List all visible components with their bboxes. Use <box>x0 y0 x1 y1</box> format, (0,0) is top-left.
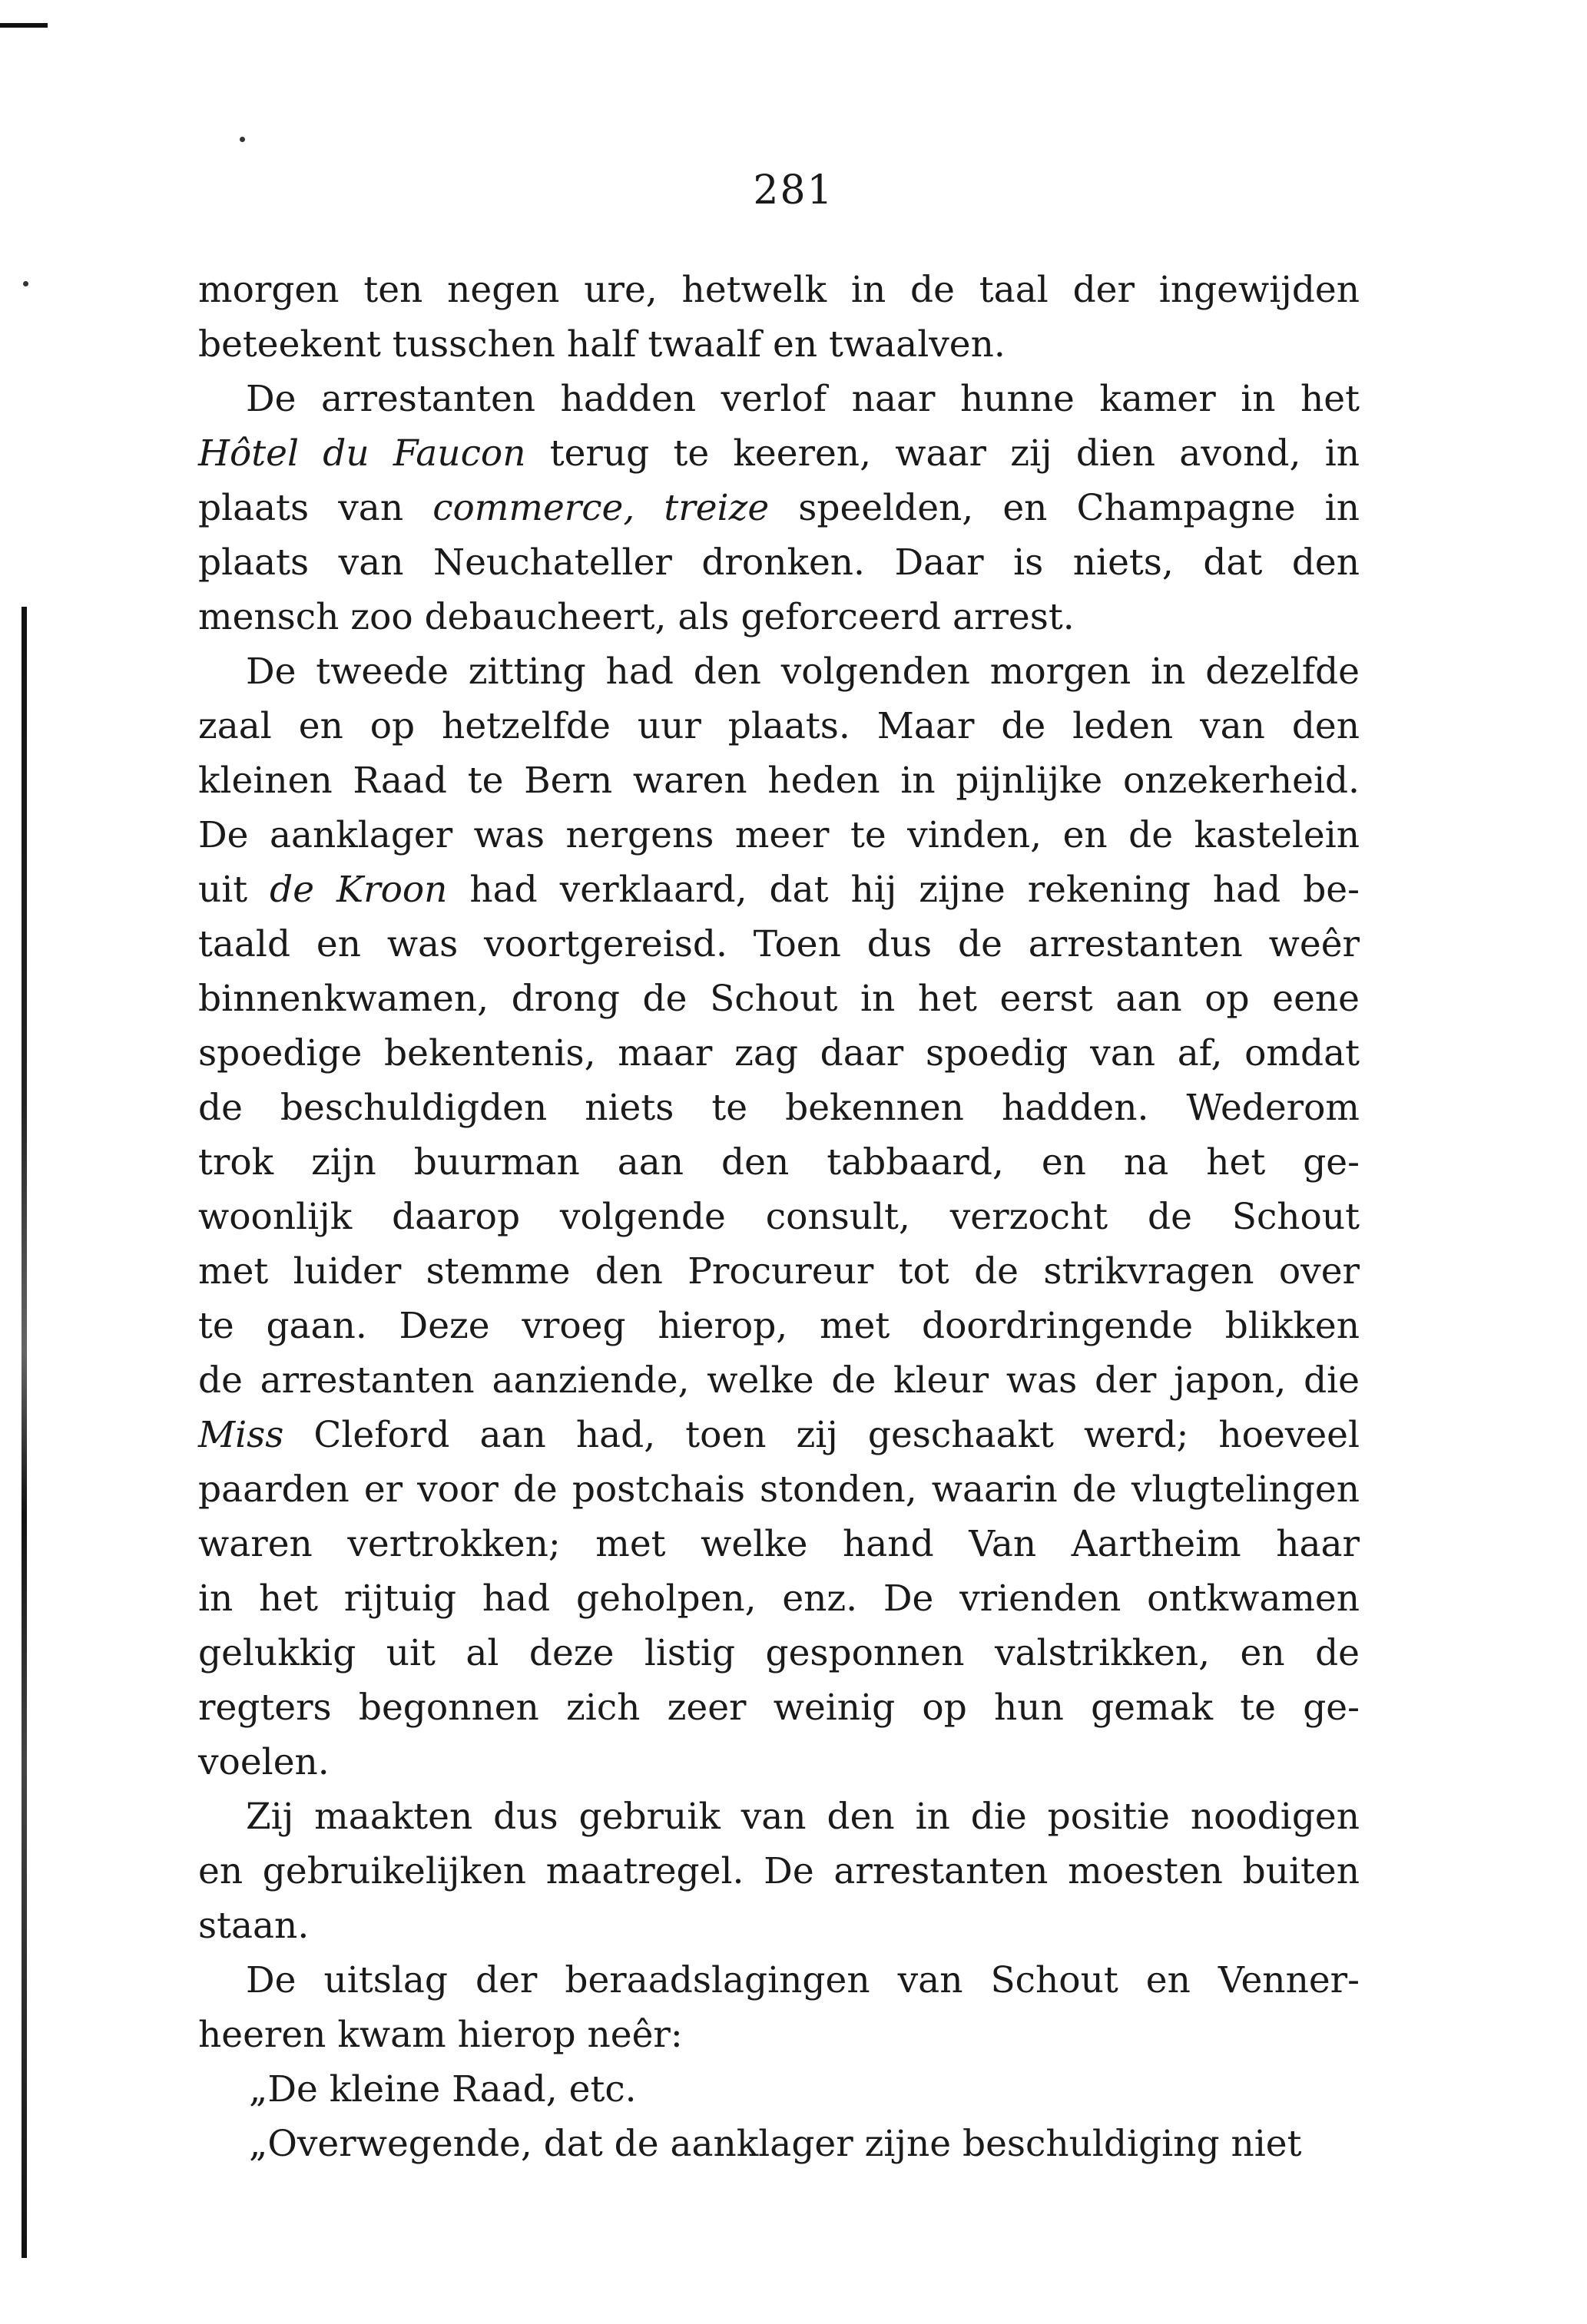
text-line <box>198 1408 1360 1462</box>
text-line: taald en was voortgereisd. Toen dus de arrestanten weêr <box>198 923 1360 965</box>
text-line <box>198 481 1360 535</box>
text-line: staan. <box>198 1905 310 1947</box>
text-span: plaats van <box>198 487 433 529</box>
text-line: gelukkig uit al deze listig gesponnen valstrikken, en de <box>198 1632 1360 1674</box>
italic-text: commerce, treize <box>432 487 770 529</box>
text-line: paarden er voor de postchais stonden, waarin de vlugtelingen <box>198 1468 1360 1511</box>
page-number: 281 <box>753 167 834 214</box>
text-line: zaal en op hetzelfde uur plaats. Maar de leden van den <box>198 705 1360 747</box>
text-line: in het rijtuig had geholpen, enz. De vrienden ontkwamen <box>198 1577 1360 1620</box>
text-span: terug te keeren, waar zij dien avond, in <box>525 432 1360 475</box>
paragraph <box>198 2062 1360 2117</box>
paragraph <box>198 2117 1360 2171</box>
text-line: waren vertrokken; met welke hand Van Aartheim haar <box>198 1523 1360 1565</box>
italic-text: Miss <box>198 1414 284 1456</box>
text-line: „De kleine Raad, etc. <box>249 2068 637 2110</box>
paragraph <box>198 263 1360 372</box>
text-line: te gaan. Deze vroeg hierop, met doordringende blikken <box>198 1305 1360 1347</box>
text-span: Cleford aan had, toen zij geschaakt werd; hoeveel <box>283 1414 1360 1456</box>
text-line: morgen ten negen ure, hetwelk in de taal der ingewijden <box>198 269 1360 311</box>
text-line: De tweede zitting had den volgenden morgen in dezelfde <box>246 651 1360 693</box>
text-line <box>198 862 1360 917</box>
text-line: en gebruikelijken maatregel. De arrestanten moesten buiten <box>198 1850 1360 1892</box>
text-line: plaats van Neuchateller dronken. Daar is niets, dat den <box>198 541 1360 584</box>
text-line: de arrestanten aanziende, welke de kleur was der japon, die <box>198 1359 1360 1402</box>
text-line: De uitslag der beraadslagingen van Schout en Venner- <box>246 1959 1360 2001</box>
text-line <box>198 426 1360 481</box>
scan-speck <box>240 137 245 142</box>
scan-corner-mark <box>0 23 48 28</box>
paragraph <box>198 1789 1360 1953</box>
text-line: kleinen Raad te Bern waren heden in pijnlijke onzekerheid. <box>198 760 1360 802</box>
text-line: „Overwegende, dat de aanklager zijne beschuldiging niet <box>249 2123 1302 2165</box>
body-text <box>198 263 1360 2171</box>
text-line: met luider stemme den Procureur tot de strikvragen over <box>198 1250 1360 1293</box>
paragraph <box>198 644 1360 1789</box>
text-line: beteekent tusschen half twaalf en twaalven. <box>198 323 1006 366</box>
text-line: De arrestanten hadden verlof naar hunne kamer in het <box>246 378 1360 420</box>
italic-text: de Kroon <box>270 869 448 911</box>
text-line: de beschuldigden niets te bekennen hadden. Wederom <box>198 1087 1360 1129</box>
paragraph <box>198 1953 1360 2062</box>
text-span: had verklaard, dat hij zijne rekening had be- <box>447 869 1360 911</box>
text-line: voelen. <box>198 1741 330 1783</box>
page-binding-edge <box>22 607 27 2258</box>
italic-text: Hôtel du Faucon <box>198 432 526 475</box>
text-line: regters begonnen zich zeer weinig op hun gemak te ge- <box>198 1687 1360 1729</box>
text-line: spoedige bekentenis, maar zag daar spoedig van af, omdat <box>198 1032 1360 1074</box>
text-line: binnenkwamen, drong de Schout in het eerst aan op eene <box>198 978 1360 1020</box>
text-span: uit <box>198 869 270 911</box>
text-span: speelden, en Champagne in <box>769 487 1360 529</box>
text-line: mensch zoo debaucheert, als geforceerd arrest. <box>198 596 1075 638</box>
text-line: heeren kwam hierop neêr: <box>198 2014 683 2056</box>
scan-speck <box>23 281 28 286</box>
paragraph <box>198 372 1360 644</box>
text-line: woonlijk daarop volgende consult, verzocht de Schout <box>198 1196 1360 1238</box>
text-line: trok zijn buurman aan den tabbaard, en na het ge- <box>198 1141 1360 1184</box>
text-line: De aanklager was nergens meer te vinden, en de kastelein <box>198 814 1360 856</box>
text-line: Zij maakten dus gebruik van den in die positie noodigen <box>246 1796 1360 1838</box>
